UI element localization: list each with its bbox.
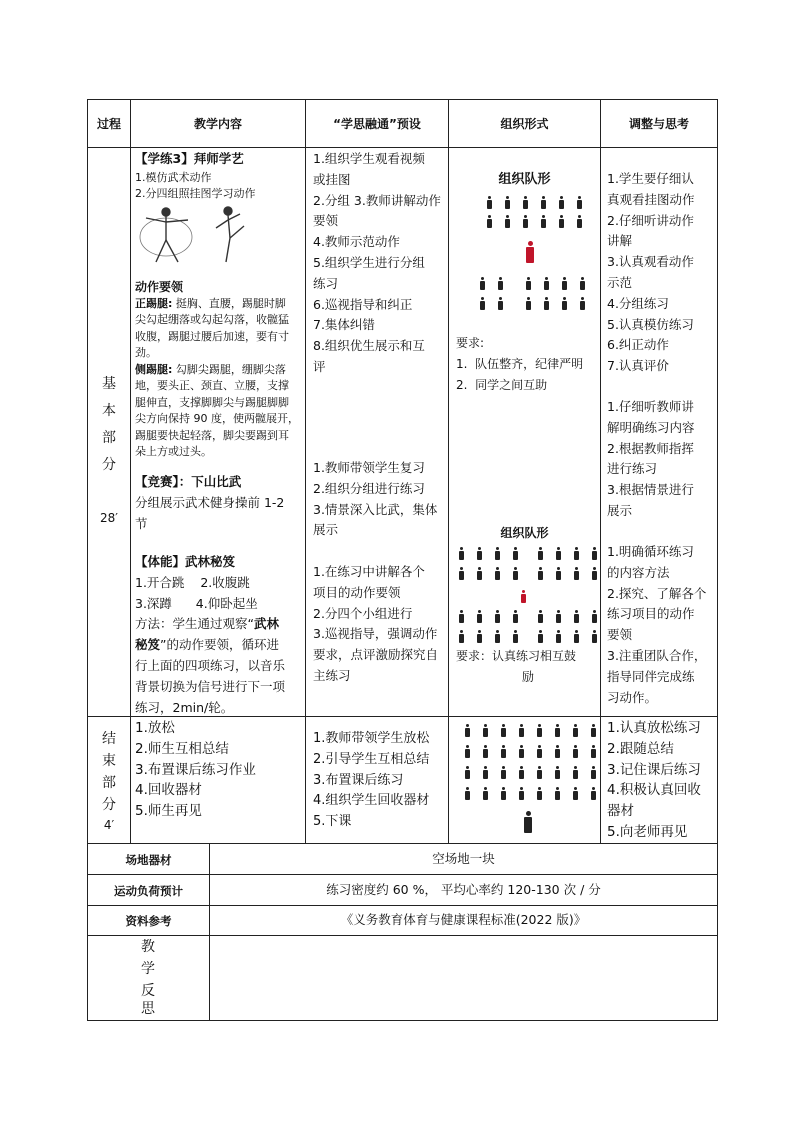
ending-content-line: 4.回收器材 <box>135 782 202 799</box>
student-icon <box>572 745 578 758</box>
student-icon <box>500 766 506 779</box>
adjust-line: 2.根据教师指挥 <box>607 440 694 456</box>
adjust-line: 5.认真模仿练习 <box>607 316 694 332</box>
phase-char: 本 <box>102 403 116 419</box>
student-icon <box>543 277 549 290</box>
ending-duration: 4′ <box>103 818 115 832</box>
side-kick-label: 侧踢腿: <box>135 362 173 376</box>
preset-line: 8.组织优生展示和互 <box>313 338 425 354</box>
adjust-line: 1.学生要仔细认 <box>607 171 694 186</box>
student-icon <box>500 724 506 737</box>
student-icon <box>572 724 578 737</box>
fitness-method: 练习，2min/轮。 <box>135 699 234 715</box>
preset-line: 5.组织学生进行分组 <box>313 254 425 270</box>
fitness-line: 1.开合跳 2.收腹跳 <box>135 574 250 590</box>
preset-line: 练习 <box>313 275 339 291</box>
preset-line: 2.分组 3.教师讲解动作 <box>313 192 441 208</box>
fitness-method: 背景切换为信号进行下一项 <box>135 678 286 694</box>
preset-line: 2.组织分组进行练习 <box>313 480 425 496</box>
phase-char: 束 <box>102 753 116 769</box>
phase-char: 部 <box>102 430 116 446</box>
student-icon <box>497 277 503 290</box>
student-icon <box>536 745 542 758</box>
ending-content-line: 3.布置课后练习作业 <box>135 761 256 778</box>
student-icon <box>494 630 500 643</box>
student-icon <box>482 724 488 737</box>
preset-line: 或挂图 <box>313 171 351 187</box>
reference-label: 资料参考 <box>125 914 172 928</box>
adjust-line: 要领 <box>607 627 633 643</box>
side-kick-text: 地，要头正、颈直、立腰，支撑 <box>135 379 289 392</box>
adjust-line: 3.认真观看动作 <box>607 254 694 270</box>
student-icon <box>561 297 567 310</box>
load-label: 运动负荷预计 <box>114 884 183 898</box>
student-icon <box>476 610 482 623</box>
side-kick-text: 勾脚尖踢腿，绷脚尖落 <box>172 362 286 376</box>
student-icon <box>504 196 510 209</box>
reflection-char: 思 <box>141 1001 155 1017</box>
student-icon <box>536 787 542 800</box>
student-icon <box>518 766 524 779</box>
content-competition <box>135 472 305 534</box>
requirement-item: 1. 队伍整齐，纪律严明 <box>456 356 584 371</box>
preset-c <box>313 562 448 687</box>
adjust-line: 2.探究、了解各个 <box>607 585 707 601</box>
student-icon <box>558 215 564 228</box>
student-icon <box>479 297 485 310</box>
student-icon <box>555 610 561 623</box>
student-icon <box>573 630 579 643</box>
ending-adjust-line: 5.向老师再见 <box>607 823 688 840</box>
preset-line: 项目的动作要领 <box>313 584 401 600</box>
preset-a <box>313 149 448 378</box>
fitness-title: 【体能】武林秘笈 <box>135 554 236 569</box>
requirement-item: 2. 同学之间互助 <box>456 377 548 392</box>
student-icon <box>555 547 561 560</box>
student-icon <box>573 547 579 560</box>
adjust-line: 真观看挂图动作 <box>607 191 695 207</box>
preset-line: 1.教师带领学生复习 <box>313 460 425 475</box>
student-icon <box>482 745 488 758</box>
ending-adjust-line: 2.跟随总结 <box>607 740 674 757</box>
ending-preset <box>313 729 448 833</box>
preset-line: 2.分四个小组进行 <box>313 605 413 621</box>
student-icon <box>573 610 579 623</box>
competition-line: 节 <box>135 515 148 531</box>
front-kick-text: 挺胸、直腰，踢腿时脚 <box>172 296 286 310</box>
student-icon <box>497 297 503 310</box>
student-icon <box>554 766 560 779</box>
adjust-line: 2.仔细听讲动作 <box>607 212 694 228</box>
student-icon <box>476 630 482 643</box>
adjust-line: 展示 <box>607 502 633 518</box>
front-kick-text: 尖勾起绷落或勾起勾落，收髋猛 <box>135 313 289 326</box>
practice3-item: 1.模仿武术动作 <box>135 170 212 184</box>
preset-line: 要求，点评激励探究自 <box>313 647 439 663</box>
competition-title: 【竞赛】：下山比武 <box>135 474 242 489</box>
student-icon <box>590 745 596 758</box>
student-icon <box>500 745 506 758</box>
practice3-item: 2.分四组照挂图学习动作 <box>135 187 256 201</box>
header-process: 过程 <box>96 117 121 131</box>
student-icon <box>476 567 482 580</box>
student-icon <box>540 215 546 228</box>
adjust-a <box>607 169 717 377</box>
student-icon <box>494 547 500 560</box>
student-icon <box>591 547 597 560</box>
reflection-char: 反 <box>141 983 155 999</box>
formation-b-requirements <box>456 646 600 688</box>
phase-char: 部 <box>102 775 116 791</box>
student-icon <box>536 724 542 737</box>
student-icon <box>590 766 596 779</box>
requirement-title: 要求: <box>456 336 485 350</box>
adjust-line: 6.纠正动作 <box>607 337 669 353</box>
venue-value: 空场地一块 <box>432 851 495 866</box>
student-icon <box>500 787 506 800</box>
phase-char: 基 <box>102 376 116 392</box>
adjust-line: 讲解 <box>607 233 633 249</box>
student-icon <box>579 277 585 290</box>
student-icon <box>537 547 543 560</box>
ending-adjust-line: 3.记住课后练习 <box>607 761 701 778</box>
teacher-icon <box>523 811 533 833</box>
adjust-line: 3.注重团队合作， <box>607 647 707 663</box>
student-icon <box>540 196 546 209</box>
fitness-method-bold: 武林 <box>253 616 279 632</box>
student-icon <box>518 724 524 737</box>
side-kick-text: 尖方向保持 90 度，使两髋展开， <box>135 412 299 425</box>
student-icon <box>537 567 543 580</box>
reflection-char: 教 <box>141 939 155 955</box>
ending-adjust-line: 1.认真放松练习 <box>607 720 701 736</box>
ending-preset-line: 3.布置课后练习 <box>313 772 404 788</box>
student-icon <box>518 745 524 758</box>
fitness-line: 3.深蹲 4.仰卧起坐 <box>135 595 258 611</box>
formation-b-title: 组织队形 <box>500 526 549 540</box>
preset-line: 展示 <box>313 522 339 538</box>
ending-content-line: 5.师生再见 <box>135 803 202 820</box>
preset-line: 6.巡视指导和纠正 <box>313 296 413 312</box>
adjust-line: 指导同伴完成练 <box>607 668 695 684</box>
fitness-method: 行上面的四项练习，以音乐 <box>135 657 286 673</box>
adjust-line: 4.分组练习 <box>607 295 669 311</box>
adjust-line: 的内容方法 <box>607 564 670 580</box>
student-icon <box>464 766 470 779</box>
student-icon <box>537 630 543 643</box>
side-kick-text: 踢腿要快起轻落，脚尖要踢到耳 <box>135 428 289 442</box>
student-icon <box>537 610 543 623</box>
header-content: 教学内容 <box>193 117 242 131</box>
student-icon <box>458 547 464 560</box>
adjust-c <box>607 542 717 708</box>
phase-char: 分 <box>102 457 116 473</box>
student-icon <box>458 630 464 643</box>
fitness-method-bold: 秘笈 <box>135 637 161 653</box>
student-icon <box>555 567 561 580</box>
student-icon <box>494 567 500 580</box>
student-icon <box>464 787 470 800</box>
student-icon <box>555 630 561 643</box>
preset-line: 3.情景深入比武，集体 <box>313 501 438 517</box>
front-kick-text: 收腹，踢腿过腰后加速，要有寸 <box>135 329 289 343</box>
header-adjustment: 调整与思考 <box>628 117 689 131</box>
action-essentials <box>135 279 305 461</box>
formation-a-title: 组织队形 <box>498 172 551 187</box>
student-icon <box>486 215 492 228</box>
venue-label: 场地器材 <box>125 853 172 867</box>
ending-content <box>135 718 305 822</box>
student-icon <box>482 787 488 800</box>
student-icon <box>558 196 564 209</box>
martial-arts-figures-illustration <box>136 204 256 266</box>
load-value: 练习密度约 60 %， 平均心率约 120-130 次 / 分 <box>326 882 601 897</box>
practice3-title: 【学练3】拜师学艺 <box>135 151 244 166</box>
ending-preset-line: 4.组织学生回收器材 <box>313 793 430 809</box>
side-kick-text: 朵上方或过头。 <box>135 445 212 458</box>
student-icon <box>573 567 579 580</box>
student-icon <box>512 630 518 643</box>
basic-duration: 28′ <box>100 511 118 525</box>
student-icon <box>458 567 464 580</box>
student-icon <box>458 610 464 623</box>
adjust-line: 练习项目的动作 <box>607 606 695 622</box>
student-icon <box>543 297 549 310</box>
student-icon <box>482 766 488 779</box>
preset-line: 4.教师示范动作 <box>313 234 400 250</box>
student-icon <box>525 297 531 310</box>
preset-line: 1.在练习中讲解各个 <box>313 564 425 579</box>
student-icon <box>476 547 482 560</box>
student-icon <box>554 787 560 800</box>
student-icon <box>561 277 567 290</box>
preset-b <box>313 458 448 541</box>
adjust-line: 示范 <box>607 274 633 290</box>
preset-line: 1.组织学生观看视频 <box>313 151 425 166</box>
student-icon <box>572 766 578 779</box>
student-icon <box>464 745 470 758</box>
ending-content-line: 2.师生互相总结 <box>135 740 229 757</box>
requirement-item: 励 <box>521 669 534 684</box>
student-icon <box>590 787 596 800</box>
student-icon <box>590 724 596 737</box>
student-icon <box>576 215 582 228</box>
content-practice3 <box>135 149 303 203</box>
phase-char: 结 <box>102 731 116 747</box>
student-icon <box>522 196 528 209</box>
adjust-line: 1.明确循环练习 <box>607 544 694 559</box>
formation-a-requirements <box>456 333 600 395</box>
ending-preset-line: 5.下课 <box>313 814 352 830</box>
ending-content-line: 1.放松 <box>135 720 175 736</box>
ending-preset-line: 2.引导学生互相总结 <box>313 751 430 767</box>
adjust-line: 3.根据情景进行 <box>607 482 694 498</box>
student-icon <box>576 196 582 209</box>
header-organization: 组织形式 <box>500 117 549 131</box>
essentials-title: 动作要领 <box>135 280 184 294</box>
side-kick-text: 腿伸直，支撑脚脚尖与踢腿脚脚 <box>135 395 289 409</box>
ending-adjust <box>607 718 717 843</box>
preset-line: 评 <box>313 358 326 374</box>
front-kick-label: 正踢腿: <box>135 296 173 310</box>
student-icon <box>512 610 518 623</box>
adjust-line: 7.认真评价 <box>607 358 669 374</box>
student-icon <box>494 610 500 623</box>
front-kick-text: 劲。 <box>135 346 157 359</box>
student-icon <box>522 215 528 228</box>
reference-value: 《义务教育体育与健康课程标准(2022 版)》 <box>340 912 587 927</box>
fitness-method: ”的动作要领，循环进 <box>160 637 279 653</box>
teacher-icon <box>525 241 535 263</box>
student-icon <box>512 567 518 580</box>
teacher-icon <box>520 590 526 603</box>
adjust-b <box>607 397 717 522</box>
ending-adjust-line: 4.积极认真回收 <box>607 782 701 799</box>
ending-adjust-line: 器材 <box>607 803 634 820</box>
preset-line: 3.巡视指导，强调动作 <box>313 626 438 642</box>
fitness-method: 方法：学生通过观察“ <box>135 616 254 632</box>
student-icon <box>554 745 560 758</box>
student-icon <box>464 724 470 737</box>
preset-line: 要领 <box>313 213 339 229</box>
adjust-line: 进行练习 <box>607 461 658 477</box>
preset-line: 7.集体纠错 <box>313 317 375 333</box>
adjust-line: 1.仔细听教师讲 <box>607 399 694 414</box>
student-icon <box>591 610 597 623</box>
student-icon <box>504 215 510 228</box>
header-preset: “学思融通”预设 <box>333 117 421 131</box>
adjust-line: 习动作。 <box>607 689 658 705</box>
student-icon <box>591 630 597 643</box>
preset-line: 主练习 <box>313 667 351 683</box>
competition-line: 分组展示武术健身操前 1-2 <box>135 494 285 510</box>
student-icon <box>579 297 585 310</box>
student-icon <box>572 787 578 800</box>
reflection-char: 学 <box>141 961 155 977</box>
ending-preset-line: 1.教师带领学生放松 <box>313 731 430 746</box>
adjust-line: 解明确练习内容 <box>607 419 695 435</box>
student-icon <box>479 277 485 290</box>
reflection-content-area[interactable] <box>211 937 716 1019</box>
content-fitness <box>135 552 305 718</box>
student-icon <box>518 787 524 800</box>
student-icon <box>512 547 518 560</box>
phase-char: 分 <box>102 797 116 813</box>
requirement-item: 要求：认真练习相互鼓 <box>456 649 577 663</box>
student-icon <box>525 277 531 290</box>
student-icon <box>486 196 492 209</box>
student-icon <box>554 724 560 737</box>
student-icon <box>591 567 597 580</box>
student-icon <box>536 766 542 779</box>
